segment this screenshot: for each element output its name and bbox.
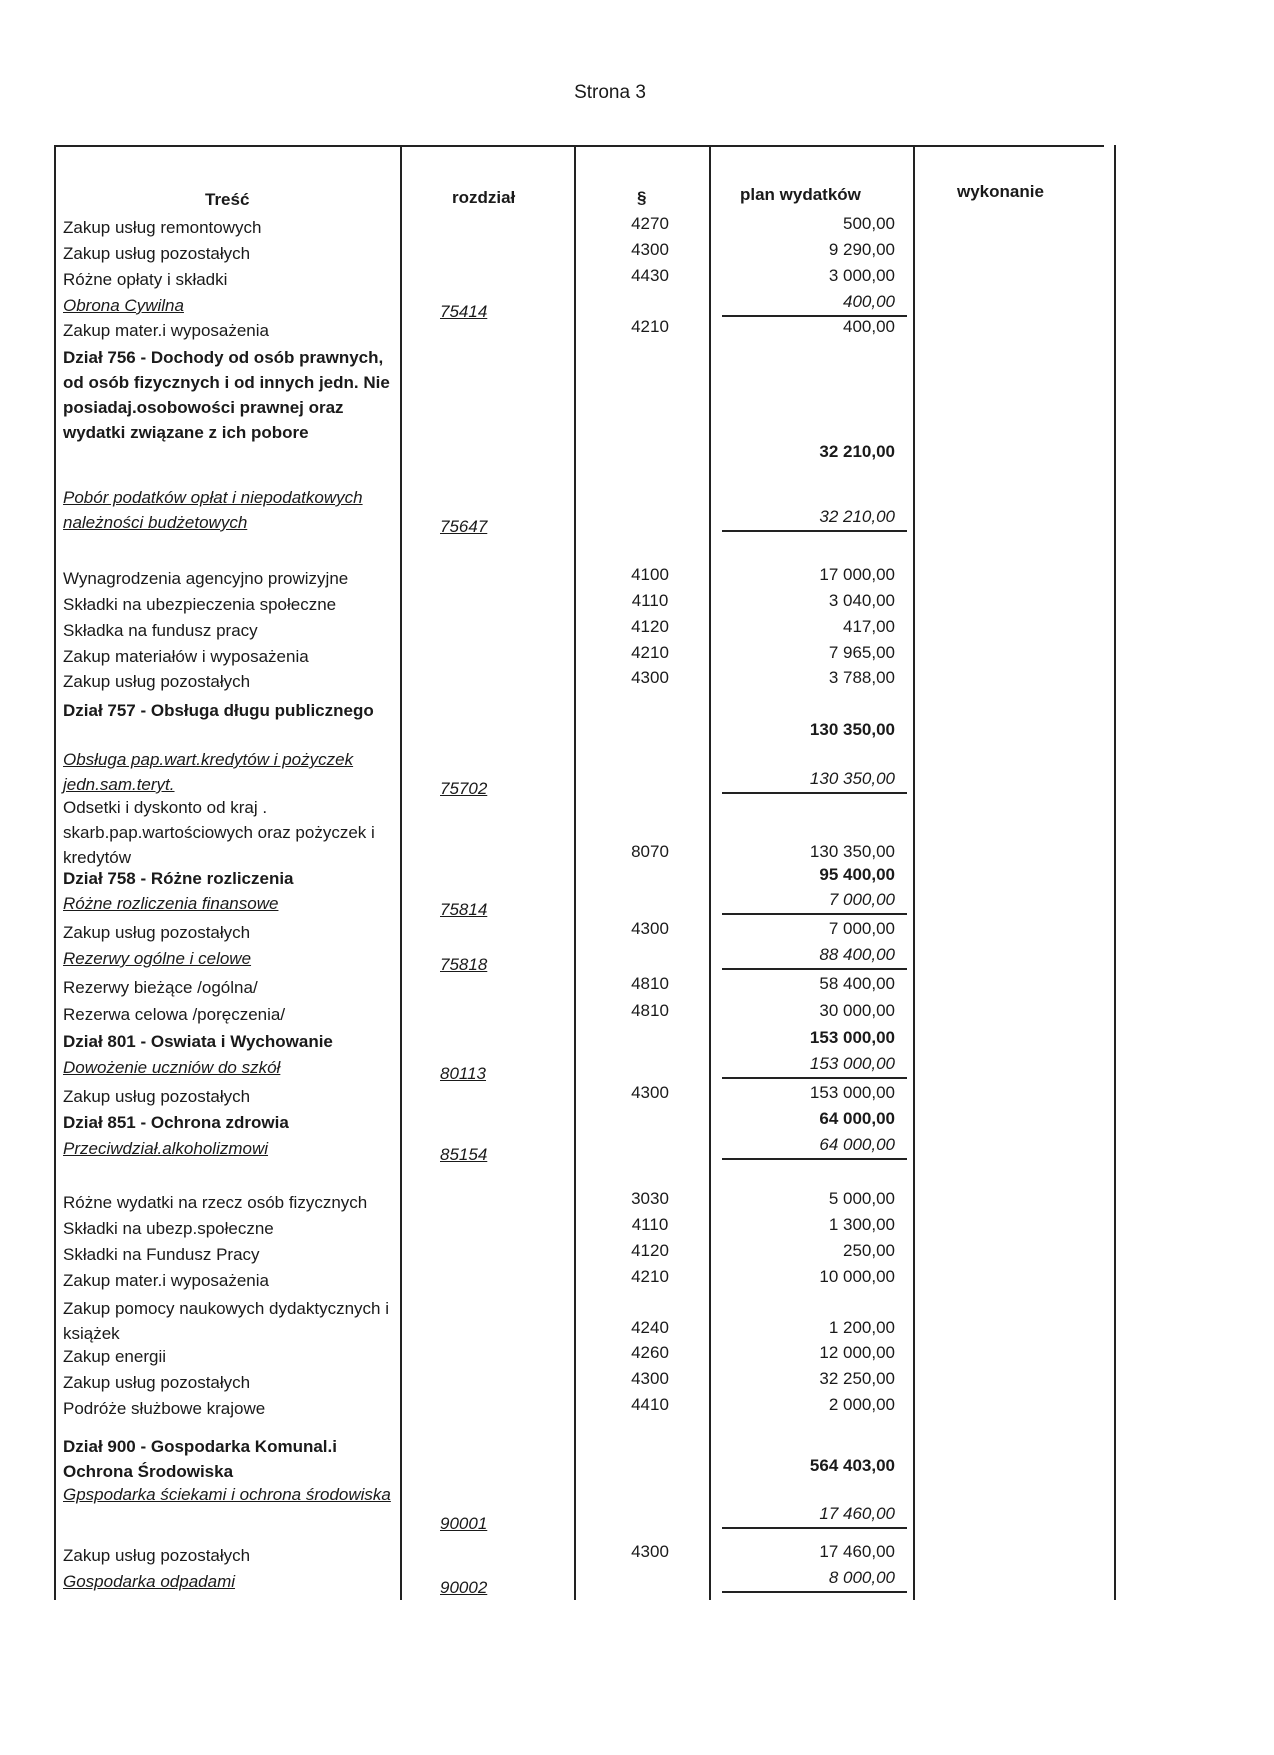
row-plan-value: 12 000,00 [819,1343,895,1362]
row-paragraph: 8070 [631,842,669,861]
row-description: Zakup usług pozostałych [63,244,251,263]
row-plan-value: 64 000,00 [819,1109,895,1128]
row-description: Zakup usług pozostałych [63,1373,251,1392]
row-description: Odsetki i dyskonto od kraj . skarb.pap.wartościowych oraz pożyczek i kredytów [63,798,375,867]
row-description: Pobór podatków opłat i niepodatkowych należności budżetowych [63,488,363,532]
row-paragraph: 4100 [631,565,669,584]
row-paragraph: 4300 [631,1083,669,1102]
row-plan-value: 58 400,00 [819,974,895,993]
row-rozdzial: 75818 [440,955,488,974]
row-paragraph: 4300 [631,1542,669,1561]
row-plan-value: 95 400,00 [819,865,895,884]
col-divider-paragraph [574,145,576,1600]
row-paragraph: 4430 [631,266,669,285]
row-plan-value: 3 788,00 [828,668,895,687]
row-rozdzial: 75647 [440,517,488,536]
col-divider-left [54,145,56,1600]
row-plan-value: 1 200,00 [828,1318,895,1337]
row-plan-value: 5 000,00 [828,1189,895,1208]
row-plan-value: 130 350,00 [809,720,895,739]
row-plan-value: 3 040,00 [828,591,895,610]
row-plan-value: 32 210,00 [819,442,895,461]
row-plan-value: 250,00 [843,1241,895,1260]
plan-underline [722,913,907,915]
row-paragraph: 4300 [631,668,669,687]
row-paragraph: 4120 [631,1241,669,1260]
plan-underline [722,1591,907,1593]
row-plan-value: 7 000,00 [828,890,895,909]
row-paragraph: 4410 [631,1395,669,1414]
col-divider-right [1114,145,1116,1600]
row-description: Różne rozliczenia finansowe [63,894,279,913]
row-plan-value: 130 350,00 [809,842,895,861]
row-plan-value: 32 210,00 [819,507,895,526]
row-paragraph: 4300 [631,1369,669,1388]
row-description: Zakup usług pozostałych [63,672,251,691]
row-description: Dział 757 - Obsługa długu publicznego [63,701,374,720]
row-plan-value: 8 000,00 [828,1568,895,1587]
row-paragraph: 4210 [631,643,669,662]
plan-underline [722,1158,907,1160]
row-description: Zakup usług pozostałych [63,923,251,942]
header-wykonanie: wykonanie [957,182,1044,201]
row-description: Dowożenie uczniów do szkół [63,1058,281,1077]
plan-underline [722,1527,907,1529]
row-paragraph: 4810 [631,974,669,993]
row-description: Zakup mater.i wyposażenia [63,1271,269,1290]
row-description: Wynagrodzenia agencyjno prowizyjne [63,569,349,588]
row-paragraph: 4300 [631,240,669,259]
row-description: Dział 758 - Różne rozliczenia [63,869,294,888]
row-plan-value: 10 000,00 [819,1267,895,1286]
row-description: Zakup mater.i wyposażenia [63,321,269,340]
row-description: Różne opłaty i składki [63,270,228,289]
row-description: Zakup usług pozostałych [63,1546,251,1565]
row-description: Zakup pomocy naukowych dydaktycznych i książek [63,1299,389,1343]
row-description: Gospodarka odpadami [63,1572,236,1591]
row-plan-value: 400,00 [843,292,895,311]
row-rozdzial: 80113 [440,1064,487,1083]
row-description: Obsługa pap.wart.kredytów i pożyczek jedn.sam.teryt. [63,750,354,794]
row-plan-value: 500,00 [843,214,895,233]
col-divider-wykonanie [913,145,915,1600]
row-description: Rezerwa celowa /poręczenia/ [63,1005,286,1024]
row-paragraph: 4810 [631,1001,669,1020]
row-description: Obrona Cywilna [63,296,184,315]
row-plan-value: 417,00 [843,617,895,636]
header-paragraph: § [637,188,647,207]
row-plan-value: 153 000,00 [809,1028,895,1047]
row-plan-value: 9 290,00 [828,240,895,259]
row-plan-value: 1 300,00 [828,1215,895,1234]
row-description: Dział 801 - Oswiata i Wychowanie [63,1032,333,1051]
row-description: Składki na ubezp.społeczne [63,1219,274,1238]
row-plan-value: 30 000,00 [819,1001,895,1020]
row-description: Zakup usług pozostałych [63,1087,251,1106]
row-paragraph: 4210 [631,317,669,336]
row-rozdzial: 90002 [440,1578,488,1597]
row-plan-value: 32 250,00 [819,1369,895,1388]
row-paragraph: 3030 [631,1189,669,1208]
row-rozdzial: 75814 [440,900,488,919]
row-rozdzial: 75702 [440,779,488,798]
row-description: Zakup usług remontowych [63,218,262,237]
row-plan-value: 153 000,00 [809,1054,895,1073]
row-description: Składka na fundusz pracy [63,621,258,640]
row-description: Przeciwdział.alkoholizmowi [63,1139,269,1158]
row-plan-value: 7 000,00 [828,919,895,938]
row-paragraph: 4300 [631,919,669,938]
row-description: Dział 900 - Gospodarka Komunal.i Ochrona Środowiska [63,1437,337,1481]
row-plan-value: 64 000,00 [819,1135,895,1154]
row-rozdzial: 75414 [440,302,488,321]
row-paragraph: 4270 [631,214,669,233]
row-description: Zakup materiałów i wyposażenia [63,647,309,666]
row-plan-value: 130 350,00 [809,769,895,788]
row-plan-value: 153 000,00 [809,1083,895,1102]
row-description: Podróże służbowe krajowe [63,1399,266,1418]
row-description: Różne wydatki na rzecz osób fizycznych [63,1193,368,1212]
row-paragraph: 4110 [631,1215,669,1234]
row-plan-value: 7 965,00 [828,643,895,662]
header-rozdzial: rozdział [452,188,516,207]
row-rozdzial: 85154 [440,1145,488,1164]
row-description: Dział 851 - Ochrona zdrowia [63,1113,289,1132]
plan-underline [722,968,907,970]
header-tresc: Treść [205,190,250,209]
page-number: Strona 3 [574,82,646,103]
row-description: Rezerwy ogólne i celowe [63,949,252,968]
row-description: Rezerwy bieżące /ogólna/ [63,978,258,997]
row-description: Składki na ubezpieczenia społeczne [63,595,337,614]
row-plan-value: 17 000,00 [819,565,895,584]
row-description: Zakup energii [63,1347,167,1366]
plan-underline [722,792,907,794]
row-paragraph: 4240 [631,1318,669,1337]
row-paragraph: 4120 [631,617,669,636]
row-description: Składki na Fundusz Pracy [63,1245,260,1264]
row-plan-value: 2 000,00 [828,1395,895,1414]
row-rozdzial: 90001 [440,1514,488,1533]
row-plan-value: 17 460,00 [819,1504,895,1523]
row-plan-value: 17 460,00 [819,1542,895,1561]
plan-underline [722,1077,907,1079]
row-plan-value: 88 400,00 [819,945,895,964]
row-paragraph: 4210 [631,1267,669,1286]
plan-underline [722,530,907,532]
row-description: Gpspodarka ściekami i ochrona środowiska [63,1485,391,1504]
row-description: Dział 756 - Dochody od osób prawnych, od osób fizycznych i od innych jedn. Nie posiadaj.osobowości prawnej oraz wydatki związane z ich pobore [63,348,390,442]
row-paragraph: 4110 [631,591,669,610]
table-top-border [54,145,1104,147]
row-plan-value: 3 000,00 [828,266,895,285]
row-paragraph: 4260 [631,1343,669,1362]
header-plan: plan wydatków [740,185,861,204]
row-plan-value: 400,00 [843,317,895,336]
row-plan-value: 564 403,00 [809,1456,895,1475]
